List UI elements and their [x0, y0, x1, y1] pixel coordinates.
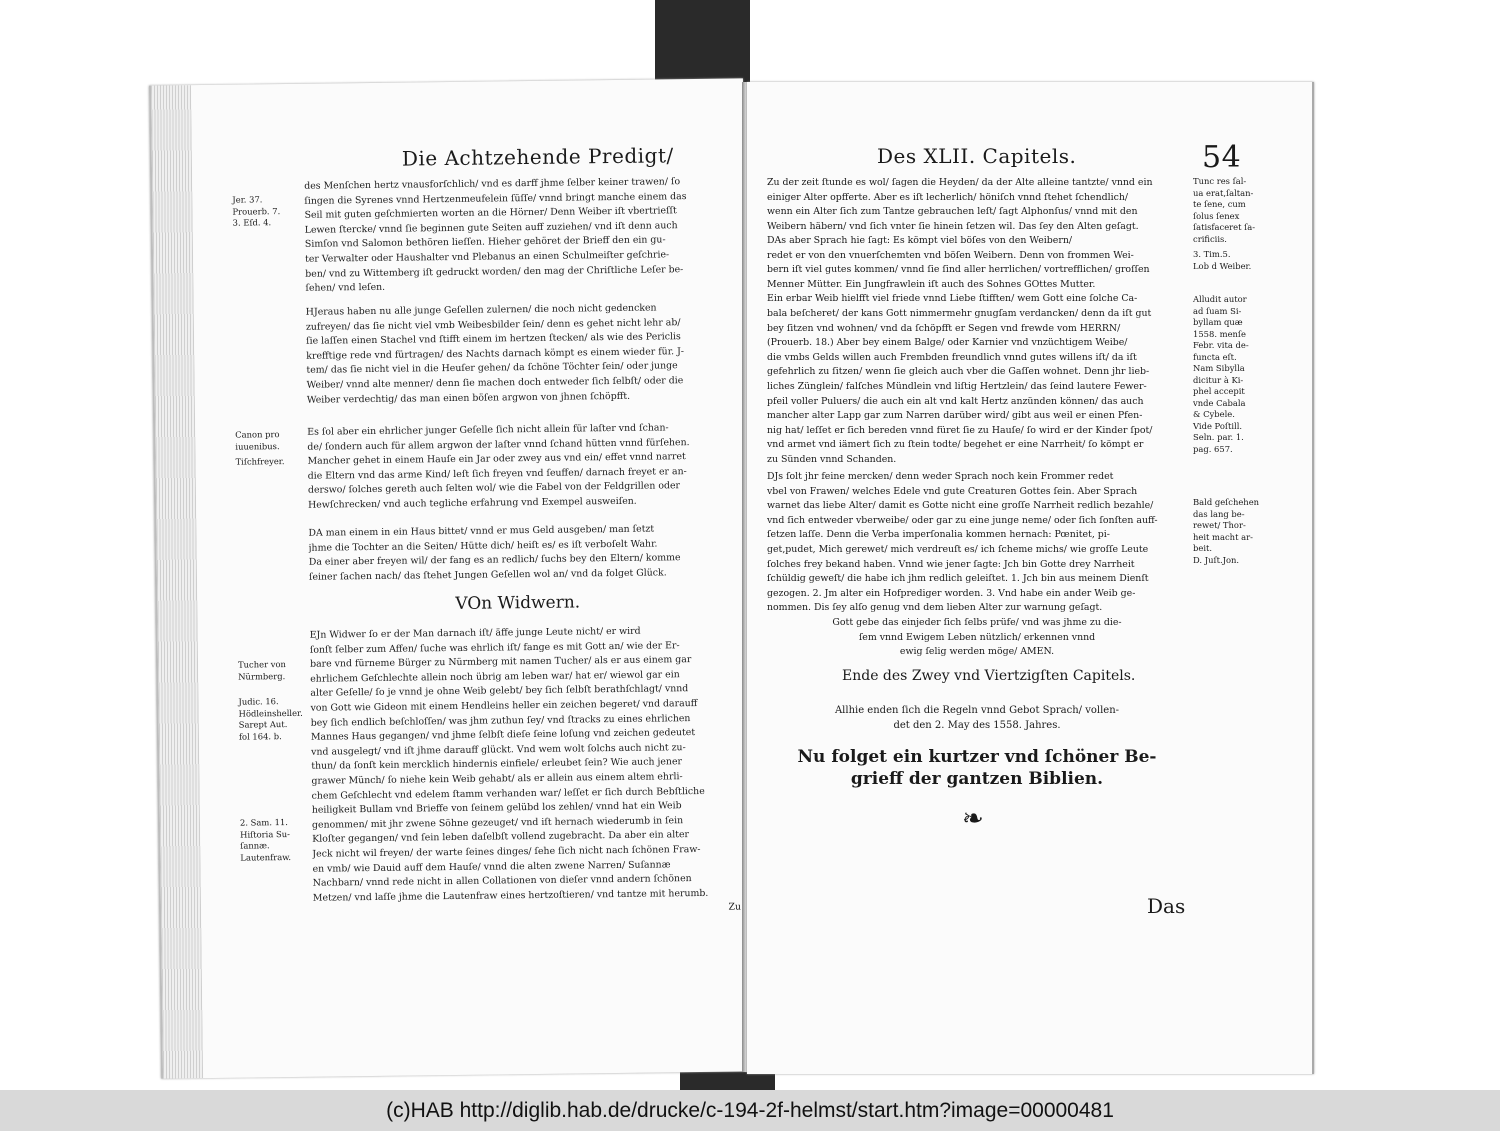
right-margin-notes: Tunc res ſal- ua erat,ſaltan- te ſene, cum ſolus ſenex ſatisfaceret ſa- crificiis. 3. Tim.5. Lob d Weiber. Alludit autor ad ſuam Si- byllam quæ 1558. menſe Febr. vita de- functa eſt. Nam Sibylla dicitur à Ki- phel accepit vnde Cabala & Cybele. Vide Poſtill. Seln. par. 1. pag. 657. Bald geſchehen das lang be- rewet/ Thor- heit macht ar- beit. D. Juſt.Jon. [1193, 176, 1260, 565]
right-paragraph-1: Zu der zeit ſtunde es wol/ ſagen die Heyden/ da der Alte alleine tantzte/ vnnd ein einiger Alter opfferte. Aber es iſt lecherlich/ höniſch vnnd ſtehet ſchendlich/ wenn ein Alter ſich zum Tantze gebrauchen leſt/ ſagt Alphonſus/ vnnd mit den Weibern häbern/ vnd ſich vnter ſie hinein ſetzen wil. Das ſey den Alten geſagt. [767, 177, 1153, 232]
section-title-widwern: VOn Widwern. [455, 592, 581, 614]
left-catchword: Zu [728, 901, 742, 913]
right-paragraph-2: DAs aber Sprach hie ſagt: Es kömpt viel böſes von den Weibern/ redet er von den vnuerſchemten vnd böſen Weibern. Denn von frommen Wei- bern iſt viel gutes kommen/ vnnd ſie ſind aller herrlichen/ vortrefflichen/ groſſen Menner Mütter. Ein Jungfrawlein iſt auch des Sohnes GOttes Mutter. Ein erbar Weib hielfft viel friede vnnd Liebe ſtifften/ wem Gott eine ſolche Ca- bala beſcheret/ der kans Gott nimmermehr gnugſam verdancken/ denn da iſt gut bey ſitzen vnd wohnen/ vnd da ſchöpfft er Segen vnd frewde vom HERRN/ (Prouerb. 18.) Aber bey einem Balge/ oder Karnier vnd vnzüchtigem Weibe/ die vmbs Gelds willen auch Frembden freundlich vnnd gutes willens iſt/ da iſt gefehrlich zu ſitzen/ wenn ſie gleich auch vber die Gaſſen wohnet. Denn jhr lieb- liches Zünglein/ falſches Mündlein vnd liſtig Hertzlein/ das ſeind lautere Fewer- pfeil voller Puluers/ die auch ein alt vnd kalt Hertz anzünden können/ das auch mancher alter Lapp gar zum Narren darüber wird/ gibt aus weil er einen Pfen- nig hat/ leſſet er ſich bereden vnnd füret ſie zu Hauſe/ ſo wird er der Kinder ſpot/ vnd armet vnd iämert ſich zu ſtein todte/ begehet er eine Narrheit/ ſo kömpt er zu Sünden vnnd Schanden. [767, 235, 1153, 465]
page-edge-stack [151, 85, 203, 1078]
left-margin-notes-1: Jer. 37. Prouerb. 7. 3. Eſd. 4. [232, 194, 281, 228]
copyright-url-text: (c)HAB http://diglib.hab.de/drucke/c-194-2f-helmst/start.htm?image=00000481 [386, 1098, 1114, 1122]
left-paragraph-4: DA man einem in ein Haus bittet/ vnnd er mus Geld ausgeben/ man ſetzt jhme die Tochter an die Seiten/ Hütte dich/ heiſt es/ es iſt verboſelt Wahr. Da einer aber freyen wil/ der fang es an redlich/ ſuchs bey den Eltern/ komme ſeiner ſachen nach/ das ſtehet Jungen Geſellen wol an/ vnd da folget Glück. [308, 523, 681, 583]
left-paragraph-3: Es ſol aber ein ehrlicher junger Geſelle ſich nicht allein für laſter vnd ſchan- de/ ſondern auch für allem argwon der laſter vnnd ſchand hütten vnnd fürſehen. Mancher gehet in einem Hauſe ein Jar oder zwey aus vnd ein/ effet vnnd narret die Eltern vnd das arme Kind/ leſt ſich freyen vnd ſeuffen/ darnach freyet er an- derswo/ ſolches gereth auch ſelten wol/ wie die Fabel von der Feldgrillen oder Hewſchrecken/ vnd auch tegliche erfahrung vnd Exempel ausweiſen. [307, 422, 690, 511]
left-running-head: Die Achtzehende Predigt/ [401, 143, 674, 171]
closing-blessing: Gott gebe das einjeder ſich ſelbs prüfe/ vnd was jhme zu die- ſem vnnd Ewigem Leben nützlich/ erkennen vnnd ewig ſelig werden möge/ AMEN. [832, 617, 1122, 658]
left-margin-notes-2: Canon pro iuuenibus. Tiſchfreyer. [235, 429, 285, 467]
fleuron-ornament-icon: ❧ [962, 804, 984, 834]
left-page [149, 78, 755, 1078]
left-margin-notes-3: Tucher von Nürmberg. Judic. 16. Hödleinsheller. Sarept Aut. fol 164. b. 2. Sam. 11. Hiſtoria Su- ſannæ. Lautenfraw. [237, 659, 303, 863]
right-page [747, 82, 1314, 1074]
next-section-title: Nu folget ein kurtzer vnd ſchöner Be- grieff der gantzen Biblien. [797, 747, 1157, 789]
left-paragraph-1: des Menſchen hertz vnausforſchlich/ vnd es darff jhme ſelber keiner trawen/ ſo ſingen die Syrenes vnnd Hertzenmeufelein ſüſſe/ vnnd bringt manche einem das Seil mit guten geſchmierten worten an die Hörner/ Denn Weiber iſt vbertrieſſt Lewen ſtercke/ vnnd ſie beginnen gute Seiten auff zuziehen/ vnd iſt denn auch Simſon vnd Salomon bethören lieſſen. Hieher gehöret der Brieff den ein gu- ter Verwalter oder Haushalter vnd Plebanus an einen Schulmeiſter geſchrie- ben/ vnd zu Wittemberg iſt gedruckt worden/ den mag der Chriſtliche Leſer be- ſehen/ vnd leſen. [304, 176, 687, 294]
left-paragraph-5: EJn Widwer ſo er der Man darnach iſt/ äffe junge Leute nicht/ er wird ſonſt ſelber zum Affen/ ſuche was ehrlich iſt/ fange es mit Gott an/ wie der Er- bare vnd fürneme Bürger zu Nürmberg mit namen Tucher/ als er aus einem gar ehrlichem Geſchlechte allein noch übrig am leben war/ hat er/ wiewol gar ein alter Geſelle/ ſo je vnnd je ohne Weib gelebt/ bey ſich ſelbſt berathſchlagt/ vnnd von Gott wie Gideon mit einem Hendleins heller ein zeichen begeret/ vnd darauff bey ſich endlich beſchloſſen/ was jhm zuthun ſey/ vnd ſtracks zu eines ehrlichen Mannes Haus gegangen/ vnd jhme ſelbſt dieſe ſeine loſung vnd zeichen gedeutet vnd ausgelegt/ vnd iſt jhme darauff glückt. Vnd wem wolt ſolchs auch nicht zu- thun/ da ſonſt kein mercklich hindernis einfiele/ erleubet ſein? Wie auch jener grawer Münch/ ſo niehe kein Weib gehabt/ als er allein aus einem altem ehrli- chem Geſchlecht vnd edelem ſtamm verhanden war/ leſſet er ſich durch Bebſtliche heiligkeit Bullam vnd Brieffe von ſeinem gelübd los zehlen/ vnnd hat ein Weib genommen/ mit jhr zwene Söhne gezeuget/ vnd iſt hernach wiederumb in ſein Kloſter gegangen/ vnd ſein leben daſelbſt vollend zugebracht. Da aber ein alter Jeck nicht wil freyen/ der warte ſeines dinges/ ſehe ſich nicht nach ſchönen Fraw- en vmb/ wie Dauid auff dem Hauſe/ vnnd die alten zwene Narren/ Suſannæ Nachbarn/ vnnd rede nicht in allen Collationen von dieſer vnnd andern ſchönen Metzen/ vnd laſſe jhme die Lautenfraw eines hertzoſtieren/ vnd tantze mit herumb. Zu [310, 624, 742, 921]
left-paragraph-2: HJeraus haben nu alle junge Geſellen zulernen/ die noch nicht gedencken zufreyen/ das ſie nicht viel vmb Weibesbilder ſein/ denn es gehet nicht lehr ab/ ſie laſſen einen Stachel vnd ſtifft einem im hertzen ſtecken/ als wie des Periclis krefftige rede vnd fürtragen/ des Nachts darnach kömpt es einem wieder für. J- tem/ das ſie nicht viel in die Heuſer gehen/ da ſchöne Töchter ſein/ oder junge Weiber/ vnnd alte menner/ denn ſie machen doch entweder ſich ſelbſt/ oder die Weiber verdechtig/ das man einen böſen argwon von jhnen ſchöpfft. [305, 302, 685, 406]
chapter-end-title: Ende des Zwey vnd Viertzigſten Capitels. [842, 668, 1136, 684]
copyright-footer [0, 1090, 1500, 1131]
page-number: 54 [1202, 140, 1242, 175]
right-paragraph-3: DJs ſolt jhr feine mercken/ denn weder Sprach noch kein Frommer redet vbel von Frawen/ welches Edele vnd gute Creaturen Gottes ſein. Aber Sprach warnet das liebe Alter/ damit es Gotte nicht eine groſſe Narrheit redlich bezahle/ vnd ſich entweder vberweibe/ oder gar zu eine junge neme/ oder ſich ſonſten auff- ſetzen laſſe. Denn die Verba imperſonalia kommen hernach: Pœnitet, pi- get,pudet, Mich gerewet/ mich verdreuſt es/ ich ſcheme michs/ wie groſſe Leute ſolches frey bekand haben. Vnnd wie jener ſagte: Jch bin Gotte drey Narrheit ſchüldig geweſt/ die habe ich jhm redlich geleiſtet. 1. Jch bin aus meinem Dienſt gezogen. 2. Jm alter ein Hofprediger worden. 3. Vnd habe ein ander Weib ge- nommen. Dis ſey alſo genug vnd dem lieben Alter zur warnung geſagt. [767, 471, 1158, 614]
right-running-head: Des XLII. Capitels. [877, 144, 1077, 168]
catchword: Das [1147, 894, 1186, 918]
colophon: Allhie enden ſich die Regeln vnnd Gebot Sprach/ vollen- det den 2. May des 1558. Jahres. [834, 705, 1120, 731]
